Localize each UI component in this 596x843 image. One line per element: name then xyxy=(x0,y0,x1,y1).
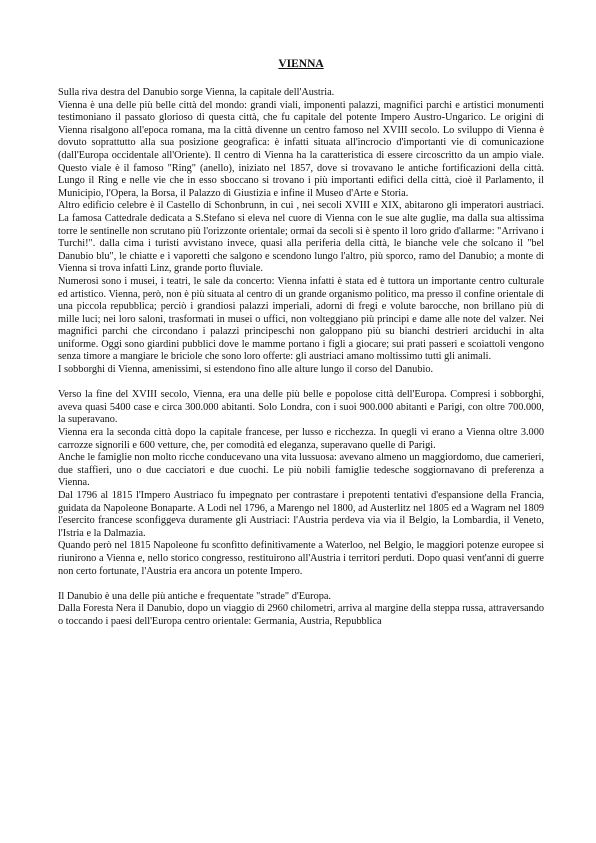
document-title: VIENNA xyxy=(278,58,324,70)
paragraph: Anche le famiglie non molto ricche conducevano una vita lussuosa: avevano almeno un maggiordomo, due camerieri, due staffieri, uno o due cacciatori e due cuochi. Le più nobili famiglie tedesche soggiornavano di preferenza a Vienna. xyxy=(58,452,544,489)
paragraph: Dalla Foresta Nera il Danubio, dopo un viaggio di 2960 chilometri, arriva al margine della steppa russa, attraversando o toccando i paesi dell'Europa centro orientale: Germania, Austria, Repubblica xyxy=(58,603,544,627)
paragraph: Dal 1796 al 1815 l'Impero Austriaco fu impegnato per contrastare i prepotenti tentativi d'espansione della Francia, guidata da Napoleone Bonaparte. A Lodi nel 1796, a Marengo nel 1800, ad Austerlitz nel 1805 ed a Wagram nel 1809 l'esercito francese sconfiggeva duramente gli Austriaci: l'Austria perdeva via via il Belgio, la Lombardia, il Veneto, l'Istria e la Dalmazia. xyxy=(58,490,544,539)
paragraph: Sulla riva destra del Danubio sorge Vienna, la capitale dell'Austria. xyxy=(58,87,335,98)
paragraph: Vienna era la seconda città dopo la capitale francese, per lusso e ricchezza. In quegli vi erano a Vienna oltre 3.000 carrozze signorili e 600 vetture, che, per comodità ed eleganza, superavano quelle di Parigi. xyxy=(58,427,544,451)
paragraph: Numerosi sono i musei, i teatri, le sale da concerto: Vienna infatti è stata ed è tuttora un importante centro culturale ed artistico. Vienna, però, non è più situata al centro di un grande organismo politico, ma presso il confine orientale di una piccola repubblica; perciò i grandiosi palazzi imperiali, adorni di fregi e volute barocche, non brillano più di mille luci; nei loro saloni, trasformati in musei o uffici, non volteggiano più principi e dame alle note del valzer. Nei magnifici parchi che circondano i palazzi principeschi non galoppano più su bianchi destrieri arciduchi in alta uniforme. Oggi sono giardini pubblici dove le mamme portano i figli a giocare; sui prati passeri e scoiattoli vengono senza timore a mangiare le briciole che sono loro offerte: gli austriaci amano moltissimo tutti gli animali. xyxy=(58,275,544,363)
paragraph: Vienna è una delle più belle città del mondo: grandi viali, imponenti palazzi, magnifici parchi e artistici monumenti testimoniano il passato glorioso di questa città, che fu capitale del potente Impero Austro-Ungarico. Le origini di Vienna risalgono all'epoca romana, ma la città divenne un centro famoso nel XVIII secolo. Lo sviluppo di Vienna è dovuto soprattutto alla sua posizione geografica: è infatti situata all'incrocio d'importanti vie di comunicazione (dall'Europa occidentale all'Oriente). Il centro di Vienna ha la caratteristica di essere circoscritto da un ampio viale. Questo viale è il famoso "Ring" (anello), iniziato nel 1857, dove si trovavano le antiche fortificazioni della città. Lungo il Ring e nelle vie che in esso sboccano si trovano i più importanti edifici della città, cioè il Parlamento, il Municipio, l'Opera, la Borsa, il Palazzo di Giustizia e infine il Museo d'Arte e Storia. xyxy=(58,99,544,199)
paragraph: Altro edificio celebre è il Castello di Schonbrunn, in cui , nei secoli XVIII e XIX, abitarono gli imperatori austriaci. La famosa Cattedrale dedicata a S.Stefano si eleva nel cuore di Vienna con le sue alte guglie, ma dalla sua altissima torre le sentinelle non scrutano più l'orizzonte orientale; ormai da secoli si è spento il loro grido d'allarme: "Arrivano i Turchi!". dalla cima i turisti avvistano invece, quasi alla periferia della città, le bianche vele che solcano il "bel Danubio blu", le chiatte e i vaporetti che salgono e scendono lungo l'altro, più sporco, ramo del Danubio; a monte di Vienna si trova infatti Linz, grande porto fluviale. xyxy=(58,200,544,275)
paragraph-spacer xyxy=(58,377,544,390)
paragraph-spacer xyxy=(58,578,544,591)
paragraph: Quando però nel 1815 Napoleone fu sconfitto definitivamente a Waterloo, nel Belgio, le maggiori potenze europee si riunirono a Vienna e, nello storico congresso, restituirono all'Austria i territori perduti. Dopo quasi vent'anni di guerre non certo fortunate, l'Austria era ancora un potente Impero. xyxy=(58,540,544,577)
paragraph: Il Danubio è una delle più antiche e frequentate "strade" d'Europa. xyxy=(58,590,332,602)
document-page xyxy=(58,58,544,629)
paragraph: Verso la fine del XVIII secolo, Vienna, era una delle più belle e popolose città dell'Europa. Compresi i sobborghi, aveva quasi 5400 case e circa 300.000 abitanti. Solo Londra, con i suoi 900.000 abitanti e Parigi, con oltre 700.000, la superavano. xyxy=(58,389,544,426)
paragraph: I sobborghi di Vienna, amenissimi, si estendono fino alle alture lungo il corso del Danubio. xyxy=(58,364,434,376)
